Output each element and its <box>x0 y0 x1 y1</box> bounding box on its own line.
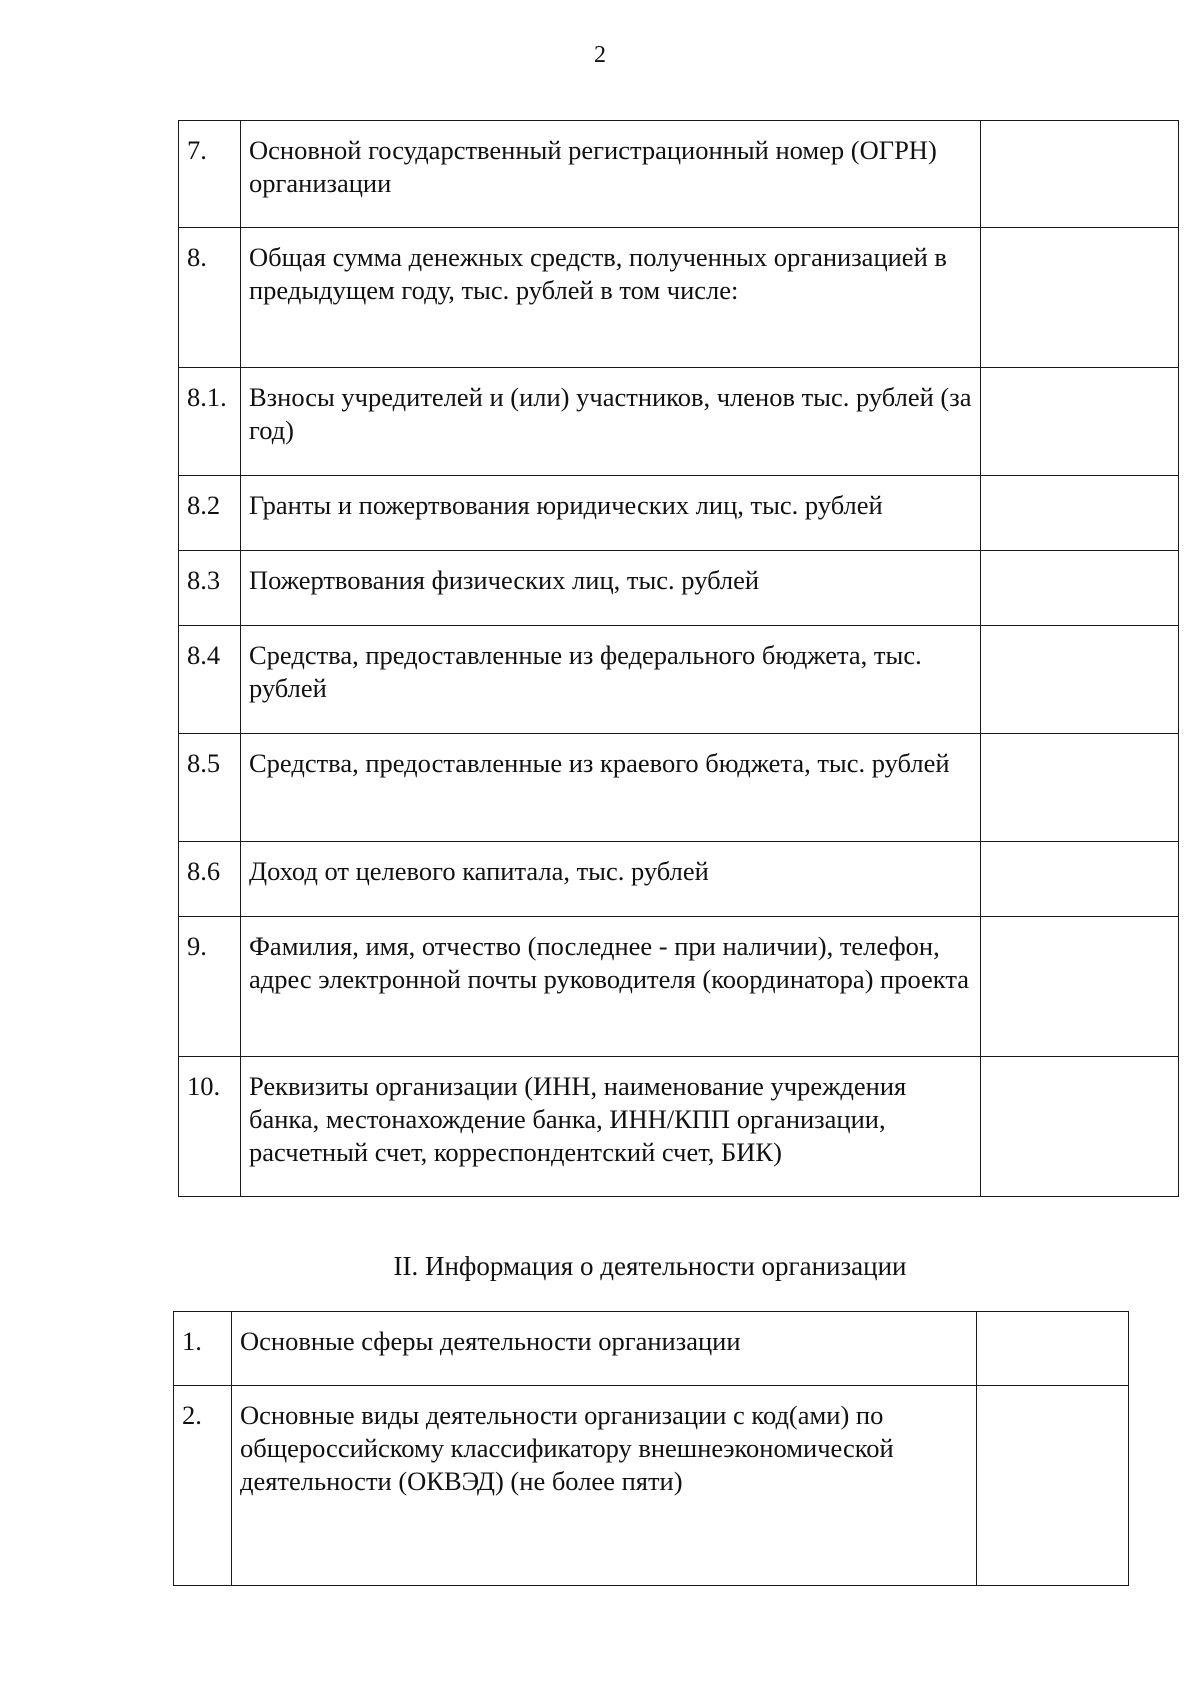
row-value-field[interactable] <box>981 551 1179 626</box>
row-number: 2. <box>174 1386 232 1586</box>
row-value-field[interactable] <box>981 626 1179 734</box>
table-row <box>179 842 1179 917</box>
row-value-field[interactable] <box>981 734 1179 842</box>
row-number: 8.2 <box>179 476 241 551</box>
row-value-field[interactable] <box>981 842 1179 917</box>
row-number: 8.3 <box>179 551 241 626</box>
row-value-field[interactable] <box>981 917 1179 1057</box>
table-row <box>179 734 1179 842</box>
table-row <box>179 368 1179 476</box>
row-label: Реквизиты организации (ИНН, наименование учреждения банка, местонахождение банка, ИНН/КПП организации, расчетный счет, корреспондентский счет, БИК) <box>241 1057 981 1197</box>
page-number: 2 <box>594 42 606 68</box>
org-details-table <box>178 120 1179 1197</box>
row-label: Гранты и пожертвования юридических лиц, тыс. рублей <box>241 476 981 551</box>
row-value-field[interactable] <box>981 1057 1179 1197</box>
row-value-field[interactable] <box>981 476 1179 551</box>
table-row <box>179 626 1179 734</box>
row-value-field[interactable] <box>977 1312 1129 1386</box>
section-heading: II. Информация о деятельности организации <box>393 1251 907 1281</box>
row-number: 1. <box>174 1312 232 1386</box>
row-value-field[interactable] <box>977 1386 1129 1586</box>
row-number: 7. <box>179 121 241 228</box>
row-label: Основной государственный регистрационный номер (ОГРН) организации <box>241 121 981 228</box>
row-number: 8. <box>179 228 241 368</box>
table-row <box>179 1057 1179 1197</box>
row-value-field[interactable] <box>981 228 1179 368</box>
row-label: Пожертвования физических лиц, тыс. рублей <box>241 551 981 626</box>
table-row <box>179 917 1179 1057</box>
row-label: Доход от целевого капитала, тыс. рублей <box>241 842 981 917</box>
row-number: 8.1. <box>179 368 241 476</box>
row-label: Средства, предоставленные из федерального бюджета, тыс. рублей <box>241 626 981 734</box>
table-row <box>179 476 1179 551</box>
row-label: Фамилия, имя, отчество (последнее - при наличии), телефон, адрес электронной почты руководителя (координатора) проекта <box>241 917 981 1057</box>
table-row <box>179 228 1179 368</box>
activity-info-table <box>173 1311 1129 1586</box>
row-label: Основные сферы деятельности организации <box>232 1312 977 1386</box>
row-number: 8.6 <box>179 842 241 917</box>
row-number: 8.4 <box>179 626 241 734</box>
row-value-field[interactable] <box>981 368 1179 476</box>
row-label: Взносы учредителей и (или) участников, членов тыс. рублей (за год) <box>241 368 981 476</box>
row-value-field[interactable] <box>981 121 1179 228</box>
row-number: 9. <box>179 917 241 1057</box>
table-row <box>174 1312 1129 1386</box>
row-label: Основные виды деятельности организации с код(ами) по общероссийскому классификатору внешнеэкономической деятельности (ОКВЭД) (не более пяти) <box>232 1386 977 1586</box>
table-row <box>179 121 1179 228</box>
row-number: 10. <box>179 1057 241 1197</box>
table-row <box>174 1386 1129 1586</box>
row-label: Общая сумма денежных средств, полученных организацией в предыдущем году, тыс. рублей в том числе: <box>241 228 981 368</box>
row-number: 8.5 <box>179 734 241 842</box>
row-label: Средства, предоставленные из краевого бюджета, тыс. рублей <box>241 734 981 842</box>
table-row <box>179 551 1179 626</box>
